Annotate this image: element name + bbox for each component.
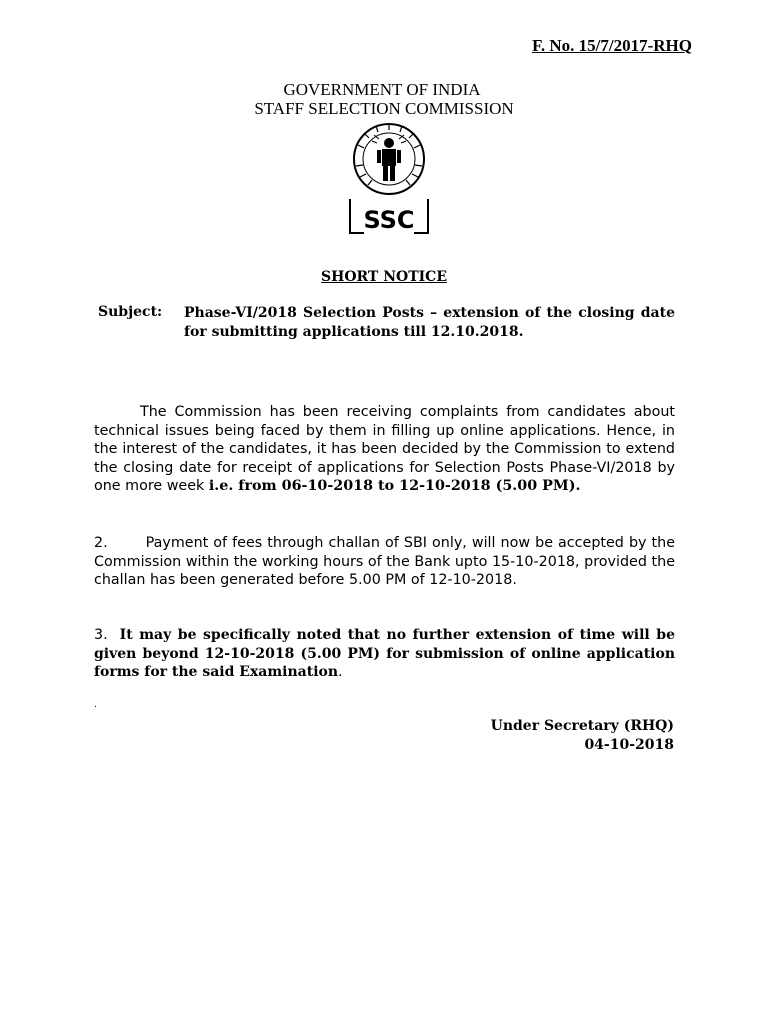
file-number: F. No. 15/7/2017-RHQ bbox=[532, 36, 692, 55]
paragraph-2-text: Payment of fees through challan of SBI only, will now be accepted by the Commission within the working hours of the Bank upto 15-10-2018, provided the challan has been generated before 5.00 PM of 12-10-2018. bbox=[94, 535, 675, 589]
subject-label: Subject: bbox=[98, 304, 163, 320]
paragraph-2 bbox=[94, 534, 675, 590]
paragraph-2-number: 2. bbox=[94, 535, 108, 551]
paragraph-3-text: It may be specifically noted that no further extension of time will be given beyond 12-10-2018 (5.00 PM) for submission of online application forms for the said Examination bbox=[94, 627, 675, 681]
paragraph-3-end: . bbox=[338, 664, 343, 681]
header-government: GOVERNMENT OF INDIA bbox=[283, 80, 481, 99]
header-commission: STAFF SELECTION COMMISSION bbox=[254, 99, 514, 118]
signature-date: 04-10-2018 bbox=[584, 737, 674, 753]
subject-text: Phase-VI/2018 Selection Posts – extension of the closing date for submitting applications till 12.10.2018. bbox=[184, 305, 675, 340]
ssc-logo-text: SSC bbox=[363, 206, 415, 234]
paragraph-3 bbox=[94, 626, 675, 682]
notice-title: SHORT NOTICE bbox=[321, 269, 447, 285]
stray-mark: . bbox=[94, 699, 98, 710]
paragraph-1-bold: i.e. from 06-10-2018 to 12-10-2018 (5.00 PM). bbox=[208, 478, 581, 495]
ssc-emblem-icon bbox=[344, 121, 434, 239]
paragraph-3-number: 3. bbox=[94, 627, 108, 643]
paragraph-1 bbox=[94, 403, 675, 496]
signature-designation: Under Secretary (RHQ) bbox=[490, 718, 674, 734]
paragraph-1-text: The Commission has been receiving complaints from candidates about technical issues being faced by them in filling up online applications. Hence, in the interest of the candidates, it has been decided by the Commission to extend the closing date for receipt of applications for Selection Posts Phase-VI/2018 by one more week bbox=[94, 404, 675, 495]
